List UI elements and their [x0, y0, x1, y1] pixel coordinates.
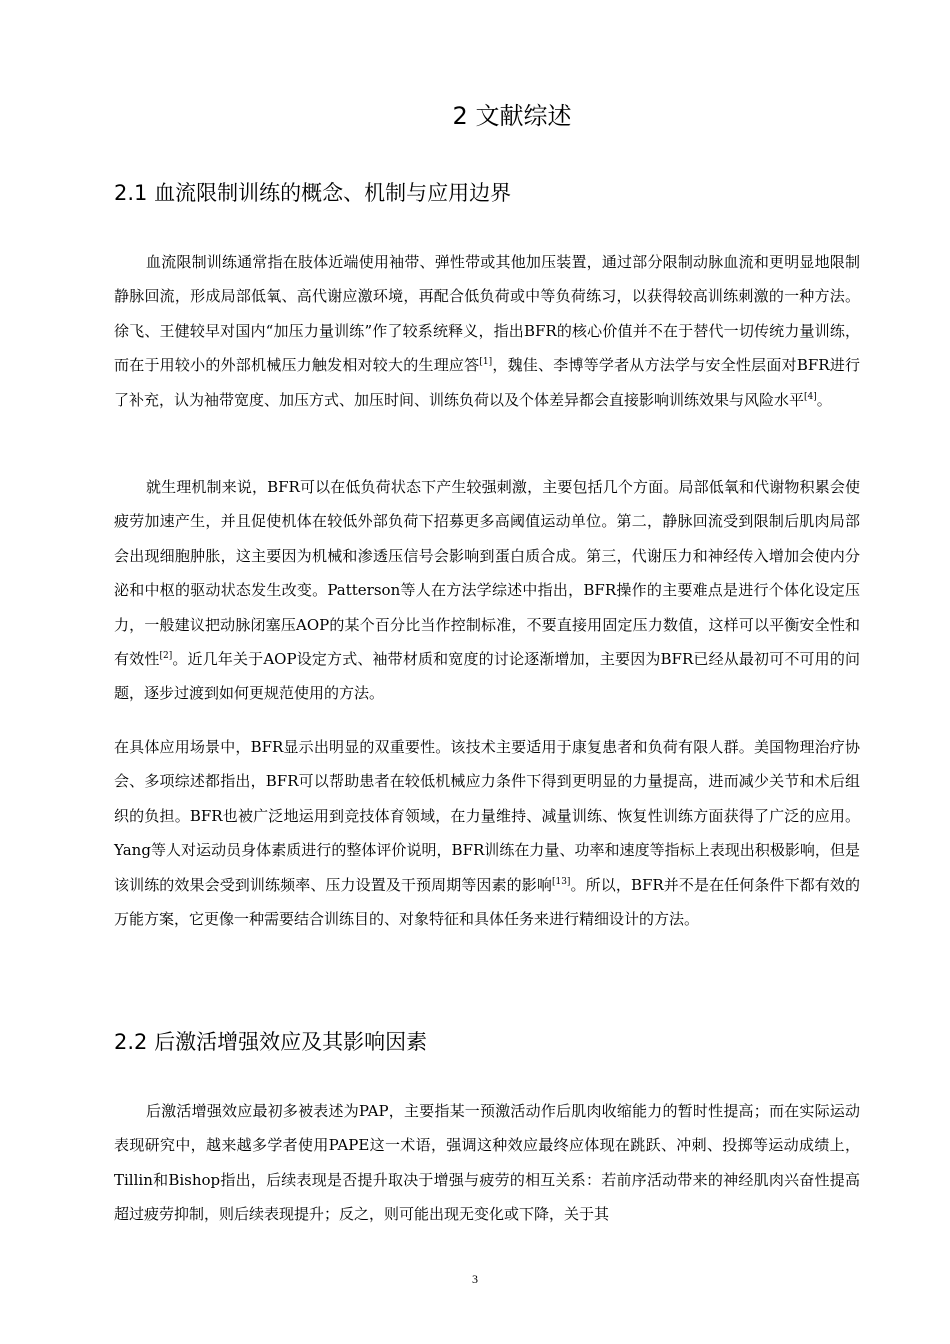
- citation: [1]: [479, 357, 493, 368]
- paragraph-text: 。所以，BFR并不是在任何条件下都有效的万能方案，它更像一种需要结合训练目的、对象特征和具体任务来进行精细设计的方法。: [114, 875, 860, 929]
- citation: [2]: [159, 651, 173, 662]
- paragraph-bfr-mechanism: [114, 470, 860, 711]
- citation: [4]: [804, 391, 817, 402]
- paragraph-pap-definition: 后激活增强效应最初多被表述为PAP，主要指某一预激活动作后肌肉收缩能力的暂时性提高；而在实际运动表现研究中，越来越多学者使用PAPE这一术语，强调这种效应最终应体现在跳跃、冲刺、投掷等运动成绩上，Tillin和Bishop指出，后续表现是否提升取决于增强与疲劳的相互关系：若前序活动带来的神经肌肉兴奋性提高超过疲劳抑制，则后续表现提升；反之，则可能出现无变化或下降，关于其: [114, 1102, 860, 1224]
- paragraph-bfr-definition: [114, 245, 860, 417]
- paragraph-text: 就生理机制来说，BFR可以在低负荷状态下产生较强刺激，主要包括几个方面。局部低氧和代谢物积累会使疲劳加速产生，并且促使机体在较低外部负荷下招募更多高阈值运动单位。第二，静脉回流受到限制后肌肉局部会出现细胞肿胀，这主要因为机械和渗透压信号会影响到蛋白质合成。第三，代谢压力和神经传入增加会使内分泌和中枢的驱动状态发生改变。Patterson等人在方法学综述中指出，BFR操作的主要难点是进行个体化设定压力，一般建议把动脉闭塞压AOP的某个百分比当作控制标准，不要直接用固定压力数值，这样可以平衡安全性和有效性: [114, 478, 860, 669]
- paragraph-text: ，魏佳、李博等学者从方法学与安全性层面对BFR进行了补充，认为袖带宽度、加压方式、加压时间、训练负荷以及个体差异都会直接影响训练效果与风险水平: [114, 356, 860, 409]
- chapter-title: 2 文献综述: [452, 102, 572, 130]
- page-number: 3: [472, 1272, 478, 1286]
- paragraph-text: 。: [816, 390, 832, 409]
- paragraph-text: 。近几年关于AOP设定方式、袖带材质和宽度的讨论逐渐增加，主要因为BFR已经从最初可不可用的问题，逐步过渡到如何更规范使用的方法。: [114, 650, 860, 703]
- section-heading-2-1: 2.1 血流限制训练的概念、机制与应用边界: [114, 181, 512, 205]
- citation: [13]: [551, 876, 571, 887]
- section-heading-2-2: 2.2 后激活增强效应及其影响因素: [114, 1030, 428, 1054]
- paragraph-text: 在具体应用场景中，BFR显示出明显的双重要性。该技术主要适用于康复患者和负荷有限人群。美国物理治疗协会、多项综述都指出，BFR可以帮助患者在较低机械应力条件下得到更明显的力量提高，进而减少关节和术后组织的负担。BFR也被广泛地运用到竞技体育领域，在力量维持、减量训练、恢复性训练方面获得了广泛的应用。Yang等人对运动员身体素质进行的整体评价说明，BFR训练在力量、功率和速度等指标上表现出积极影响，但是该训练的效果会受到训练频率、压力设置及干预周期等因素的影响: [114, 738, 860, 894]
- paragraph-text: 血流限制训练通常指在肢体近端使用袖带、弹性带或其他加压装置，通过部分限制动脉血流和更明显地限制静脉回流，形成局部低氧、高代谢应激环境，再配合低负荷或中等负荷练习，以获得较高训练刺激的一种方法。徐飞、王健较早对国内“加压力量训练”作了较系统释义，指出BFR的核心价值并不在于替代一切传统力量训练，而在于用较小的外部机械压力触发相对较大的生理应答: [114, 253, 860, 375]
- paragraph-bfr-application: [114, 730, 860, 936]
